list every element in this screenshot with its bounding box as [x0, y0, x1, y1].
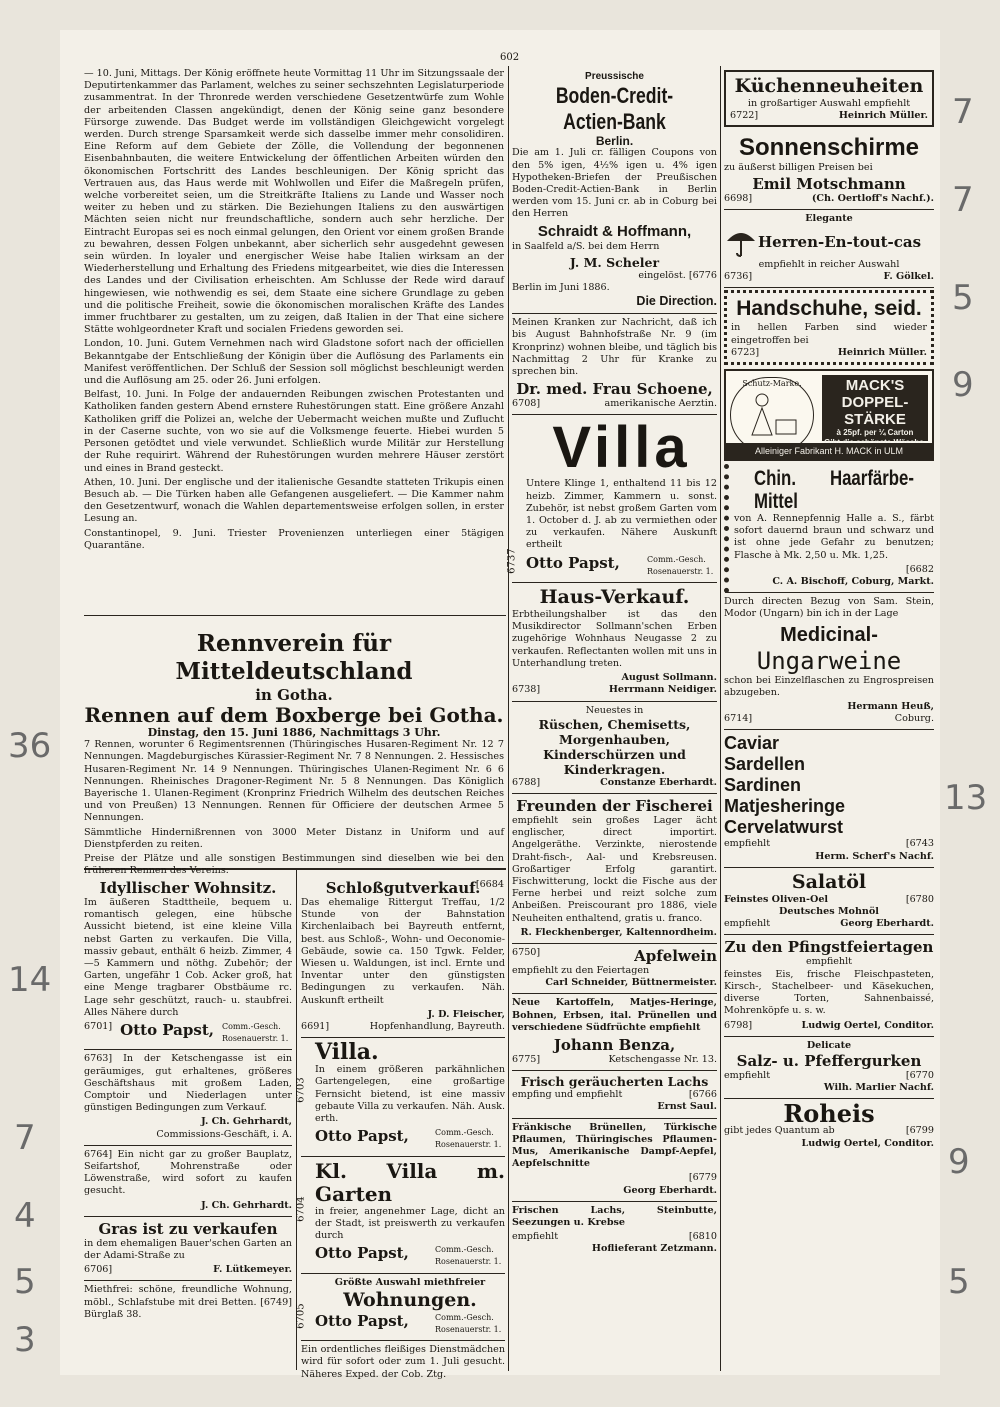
ad-signature: J. Ch. Gehrhardt.	[201, 1199, 292, 1211]
ad-line: Cervelatwurst	[724, 817, 844, 838]
ad-body: Neue Kartoffeln, Matjes-Heringe, Bohnen, Erbsen, ital. Prünellen und verschiedene Südfrüchte empfiehlt	[512, 997, 717, 1033]
ad-body: von A. Rennepfennig Halle a. S., färbt sofort dauernd braun und schwarz und ist ohne jede Gefahr zu benutzen; Flasche à Mk. 2,50 u. Mk. 1,25.	[734, 513, 934, 561]
ad-signature: Ludwig Oertel, Conditor.	[801, 1137, 934, 1149]
pencil-mark: 4	[14, 1196, 36, 1236]
ad-body: 7 Rennen, worunter 6 Regimentsrennen (Thüringisches Husaren-Regiment Nr. 12 7 Nennungen. Magdeburgisches Kürassier-Regiment Nr. 7 8 Nennungen. 2. Hessisches Husaren-Regiment Nr. 14 9 Nennungen. Thüringisches Ulanen-Regiment Nr. 6 6 Nennungen. Rheinisches Dragoner-Regiment Nr. 5 8 Nennungen. Das Königlich Bayerische 1. Ulanen-Regiment (Kronprinz Friedrich Wilhelm des deutschen Reiches und von Preußen) 13 Nennungen. Rennen für Officiere der deutschen Armee 5 Nennungen.	[84, 739, 504, 824]
ad-signature-row	[724, 838, 934, 850]
ad-sub: (Ch. Oertloff's Nachf.).	[811, 192, 934, 204]
firm-sub: Comm.-Gesch. Rosenauerstr. 1.	[221, 1022, 289, 1044]
ad-body-row	[724, 1070, 934, 1082]
wohnungen-ad	[295, 1274, 505, 1342]
ad-title: Küchenneuheiten	[734, 75, 924, 97]
firm-name: Schraidt & Hoffmann,	[537, 222, 692, 240]
firm-sub: Comm.-Gesch. Rosenauerstr. 1.	[435, 1245, 502, 1267]
ad-signature: Herrmann Neidiger.	[608, 684, 717, 696]
mack-line: STÄRKE	[844, 411, 906, 429]
gurken-ad	[724, 1037, 934, 1100]
column-rule	[296, 870, 297, 1370]
ad-signature-row	[315, 1127, 505, 1151]
ad-ref: [6770	[905, 1069, 934, 1081]
ad-ref: 6708]	[512, 398, 541, 410]
ad-city: Berlin.	[595, 134, 634, 149]
ad-body: empfiehlt zu den Feiertagen	[512, 964, 650, 976]
sonnenschirme-ad	[724, 131, 934, 209]
ad-body: empfiehlt in reicher Auswahl	[758, 259, 900, 271]
ad-body: empfing und empfiehlt	[512, 1089, 623, 1101]
ad-title: Rüschen, Chemisetts, Morgenhauben, Kinderschürzen und Kinderkragen.	[538, 716, 691, 777]
ad-signature-row	[512, 1231, 717, 1243]
ad-signature: F. Lütkemeyer.	[213, 1264, 292, 1276]
ad-ref: 6738]	[512, 684, 541, 696]
ad-ref: 6788]	[512, 776, 541, 788]
idyll-ad	[84, 876, 292, 1050]
pencil-mark: 5	[948, 1262, 970, 1302]
page-number: 602	[500, 52, 520, 63]
ad-signature: Johann Benza,	[553, 1035, 676, 1054]
ad-body-row	[724, 1125, 934, 1137]
ad-signature-row	[724, 271, 934, 283]
ad-signature-sub: Hopfenhandlung, Bayreuth.	[369, 1021, 505, 1033]
fischerei-ad	[512, 794, 717, 944]
ad-body: In einem größeren parkähnlichen Gartengelegen, eine großartige Fernsicht bietend, ist eine massiv gebaute Villa zu verkaufen. Näh. Ausk. erth.	[315, 1064, 505, 1125]
col4-ads	[724, 68, 934, 1371]
ad-line-row	[724, 894, 934, 906]
ad-title: Villa.	[315, 1039, 379, 1066]
ad-title: Ungarweine	[756, 646, 902, 675]
pencil-mark: 7	[952, 180, 974, 220]
ad-body: Erbtheilungshalber ist das den Musikdirector Sollmann'schen Erben zugehörige Wohnhaus Neugasse 2 zu verkaufen. Reflectanten wollen mit uns in Unterhandlung treten.	[512, 609, 717, 669]
ad-title: Schloßgutverkauf.	[325, 879, 481, 897]
firm-name: Otto Papst,	[315, 1244, 409, 1263]
kranke-ad	[512, 314, 717, 415]
ad-title: Sonnenschirme	[738, 134, 920, 162]
ad-pre: empfiehlt	[512, 1231, 559, 1243]
lachs-ad	[512, 1071, 717, 1118]
ad-body: Die am 1. Juli cr. fälligen Coupons von den 5% igen, 4½% igen u. 4% igen Hypotheken-Briefen der Preußischen Boden-Credit-Actien-Bank in Berlin werden vom 15. Juni cr. ab in Coburg bei den Herren	[512, 147, 717, 220]
mack-line: MACK'S	[845, 377, 905, 395]
ad-signature-row	[512, 777, 717, 789]
ad-title: Zu den Pfingstfeiertagen	[724, 938, 934, 957]
ad-pre: Preussische	[585, 71, 644, 82]
schloss-ad	[301, 876, 505, 1038]
ad-ref: 6775]	[512, 1053, 541, 1065]
ad-pre: empfiehlt	[724, 918, 771, 930]
trademark-emblem	[730, 377, 814, 453]
pencil-mark: 7	[14, 1118, 36, 1158]
ad-ref: [6684	[475, 879, 504, 891]
ad-title: Kl. Villa m. Garten	[315, 1158, 505, 1206]
column-rule	[508, 66, 509, 1371]
ad-body: gibt jedes Quantum ab	[724, 1125, 835, 1137]
ad-ref: [6766	[688, 1089, 717, 1101]
ad-ref: eingelöst. [6776	[638, 269, 717, 281]
ad-signature: August Sollmann.	[621, 672, 717, 684]
ad-ref: [6743	[905, 838, 934, 850]
pencil-mark: 5	[952, 278, 974, 318]
pencil-mark: 9	[952, 365, 974, 405]
ad-ref: 6703	[295, 1077, 307, 1104]
ad-title: Freunden der Fischerei	[516, 796, 713, 815]
salatoel-ad	[724, 868, 934, 936]
ad-signature-row	[301, 1021, 505, 1033]
ad-title: Salatöl	[791, 870, 867, 893]
ad-signature: Georg Eberhardt.	[840, 918, 934, 930]
ad-title: Rennverein für Mitteldeutschland	[175, 630, 413, 685]
ad-ref: 6737	[506, 548, 518, 575]
ad-ref: [6779	[688, 1172, 717, 1184]
ad-signature-sub: Commissions-Geschäft, i. A.	[156, 1128, 292, 1140]
section-rule	[84, 615, 506, 616]
ad-title: Apfelwein	[634, 946, 717, 965]
pencil-mark: 7	[952, 92, 974, 132]
gras-ad	[84, 1217, 292, 1282]
umbrella-icon	[724, 225, 758, 259]
ad-title: Chin. Haarfärbe-Mittel	[754, 467, 914, 514]
mack-footer: Alleiniger Fabrikant H. MACK in ULM	[726, 443, 932, 459]
ad-body: Untere Klinge 1, enthaltend 11 bis 12 heizb. Zimmer, Kammern u. sonst. Zubehör, ist nebst großem Garten vom 1. October d. J. ab zu vermiethen oder zu verkaufen. Nähere Auskunft ertheilt	[526, 478, 717, 551]
ad-body: Sämmtliche Hindernißrennen von 3000 Meter Distanz in Uniform und auf Dienstpferden zu reiten.	[84, 826, 504, 850]
ad-sub: Coburg.	[894, 713, 934, 725]
ad-signature: Carl Schneider, Büttnermeister.	[545, 977, 717, 989]
ketsch-ad	[84, 1050, 292, 1145]
ad-subtitle: Rennen auf dem Boxberge bei Gotha.	[84, 703, 504, 727]
mack-staerke-ad	[724, 369, 934, 461]
col1-ads	[84, 876, 292, 1371]
ad-title-row	[512, 947, 717, 965]
ad-signature-row	[724, 193, 934, 205]
ad-ref: 6750]	[512, 946, 541, 958]
ad-signature-row	[731, 347, 927, 359]
pencil-mark: 5	[14, 1262, 36, 1302]
ad-signature: Ernst Saul.	[657, 1101, 717, 1113]
ad-pre: Delicate	[806, 1039, 852, 1051]
pencil-mark: 14	[8, 960, 52, 1000]
ad-ref: 6723]	[731, 346, 760, 358]
pencil-mark: 13	[944, 778, 988, 818]
ad-ref: [6810	[688, 1231, 717, 1243]
ad-signature-row	[724, 1020, 934, 1032]
ad-signature: Heinrich Müller.	[837, 346, 927, 358]
col3-ads	[506, 68, 717, 1371]
ad-title: Gras ist zu verkaufen	[98, 1219, 278, 1238]
ad-signature: C. A. Bischoff, Coburg, Markt.	[772, 576, 934, 588]
ad-title: Haus-Verkauf.	[539, 586, 690, 609]
herren-ad	[724, 210, 934, 289]
handschuhe-ad	[724, 290, 934, 365]
firm-name: Otto Papst,	[315, 1127, 409, 1146]
ad-body: in großartiger Auswahl empfiehlt	[747, 98, 911, 109]
ad-title: Idyllischer Wohnsitz.	[99, 879, 277, 897]
ad-title: Medicinal-	[780, 623, 878, 646]
ad-signature: Wilh. Marlier Nachf.	[823, 1082, 934, 1094]
ad-line: Caviar	[724, 733, 780, 754]
mack-panel	[822, 375, 928, 441]
caviar-ad	[724, 730, 934, 867]
pfingst-ad	[724, 935, 934, 1036]
ad-signature: F. Gölkel.	[883, 271, 934, 283]
ad-pre: Größte Auswahl miethfreier	[334, 1276, 486, 1288]
ad-title: Herren-En-tout-cas	[758, 233, 922, 252]
firm-name: J. M. Scheler	[569, 254, 660, 270]
ad-body: Das ehemalige Rittergut Treffau, 1/2 Stunde von der Bahnstation Kirchenlaibach bei Bayreuth entfernt, best. aus Schloß-, Wohn- und Oeconomie-Gebäude, sowie ca. 150 Tgwk. Felder, Wiesen u. Waldungen, ist incl. Ernte und Inventar unter den günstigsten Bedingungen zu verkaufen. Näh. Auskunft ertheilt	[301, 897, 505, 1006]
newspaper-page	[60, 30, 940, 1380]
mack-line: DOPPEL-	[841, 394, 909, 412]
ad-ref: 6706]	[84, 1264, 113, 1276]
firm-name: Otto Papst,	[315, 1311, 409, 1330]
ad-signature-row	[315, 1244, 505, 1268]
ad-signature-row	[512, 1054, 717, 1066]
villa-klinge-ad	[506, 415, 717, 583]
firm-sub: Comm.-Gesch. Rosenauerstr. 1.	[435, 1128, 502, 1150]
ad-ref: [6799	[905, 1125, 934, 1137]
ad-signature-row	[526, 554, 717, 578]
apfelwein-ad	[512, 944, 717, 994]
kl-villa-ad	[295, 1157, 505, 1274]
ad-pre: Durch directen Bezug von Sam. Stein, Modor (Ungarn) bin ich in der Lage	[724, 596, 934, 620]
ad-body: in Saalfeld a/S. bei dem Herrn	[512, 240, 660, 252]
ad-signature: Constanze Eberhardt.	[600, 776, 717, 788]
ad-signature: J. D. Fleischer,	[427, 1008, 505, 1020]
ad-date: Berlin im Juni 1886.	[512, 282, 610, 294]
news-paragraph: — 10. Juni, Mittags. Der König eröffnete heute Vormittag 11 Uhr im Sitzungssaale der Deputirtenkammer das Parlament, welches zu seiner sechszehnten Legislaturperiode zusammentrat. In der Thronrede werden verschiedene Gesetzentwürfe zum Wohle der arbeitenden Classen angekündigt, denen der König seine ganz besondere Fürsorge zuwende. Das Budget werde im vollständigen Gleichgewicht vorgelegt werden. Durch strenge Sparsamkeit werde sich dasselbe immer mehr consolidiren. Eine Reform auf dem Gebiete der Zölle, die Vollendung der begonnenen Eisenbahnbauten, die weitere Entwickelung der öffentlichen Arbeiten würden den ökonomischen Fortschritt des Landes beschleunigen. Der König spricht das Vertrauen aus, das Haus werde mit Wohlwollen und Eifer die Maßregeln prüfen, welche vorbereitet seien, um die Streitkräfte Italiens zu Lande und Wasser noch weiter zu heben und zu stärken. Die Beziehungen Italiens zu den auswärtigen Mächten seien nicht nur freundschaftliche, sondern auch sehr herzliche. Der Eintracht Europas sei es noch einmal gelungen, den Orient vor einem großen Brande zu bewahren, dessen Folgen unbekannt, aber sicherlich sehr ausgedehnt gewesen sein würden. In loyaler und energischer Weise habe Italien wirksam an der Wiederherstellung und Erhaltung des Friedens mitgearbeitet, wie dies die Interessen des Landes und der Civilisation erheischten. Am Schlusse der Rede wird darauf hingewiesen, wie nothwendig es sei, dem Staate eine sichere Grundlage zu geben und die politische Freiheit, sowie die ökonomischen moralischen Kräfte des Landes immer fruchtbarer zu gestalten, um zu zeigen, daß Italien in der That eine sichere Stätte wohlgeordneter Kraft und socialen Friedens geworden sei.	[84, 68, 504, 336]
ad-title: Roheis	[783, 1099, 875, 1129]
ad-pre: empfiehlt	[724, 838, 771, 850]
ad-ref: 6722]	[730, 110, 759, 122]
ad-ref: 6704	[295, 1196, 307, 1222]
ad-title: Handschuhe, seid.	[736, 297, 922, 321]
ad-place: in Gotha.	[255, 686, 333, 704]
haarfarbe-ad	[724, 464, 934, 593]
ad-pre: empfiehlt	[805, 956, 853, 968]
ad-body: Frischen Lachs, Steinbutte, Seezungen u. Krebse	[512, 1204, 717, 1228]
ad-signature-row	[724, 713, 934, 725]
news-paragraph: Athen, 10. Juni. Der englische und der italienische Gesandte statteten Trikupis einen Besuch ab. — Die Türken haben alle Gefangenen ausgeliefert. — Die Kammer nahm den Gesetzentwurf, wonach die Wahlen departementsweise erfolgen sollen, in erster Lesung an.	[84, 476, 504, 525]
ad-signature-row	[512, 398, 717, 410]
ad-signature: R. Fleckhenberger, Kaltennordheim.	[520, 926, 717, 938]
fraenkische-ad	[512, 1119, 717, 1202]
ad-signature: Emil Motschmann	[752, 174, 906, 193]
col2-ads	[295, 876, 505, 1380]
miethfrei-ad: Miethfrei: schöne, freundliche Wohnung, möbl., Schlafstube mit drei Betten. [6749] Bürglaß 38.	[84, 1284, 292, 1320]
ad-body: 6764] Ein nicht gar zu großer Bauplatz, Seifartshof, Mohrenstraße oder Löwenstraße, wird sofort zu kaufen gesucht.	[84, 1148, 292, 1197]
ad-line: Sardellen	[724, 754, 806, 775]
bauplatz-ad	[84, 1146, 292, 1217]
ad-ref: 6691]	[301, 1021, 330, 1033]
trademark-label: Schutz-Marke.	[742, 379, 802, 389]
ad-signature: Heinrich Müller.	[838, 110, 928, 122]
ad-body: empfiehlt sein großes Lager ächt englischer, direct importirt. Angelgeräthe. Verzinkte, nierostende Draht-fisch-, Aal- und Krebsreusen. Großartiger Erfolg garantirt. Fischwitterung, lockt die Fische aus der Ferne herbei und reizt solche zum Anbeißen. Preiscourant pro 1886, viele Neuheiten enthaltend, gratis u. franco.	[512, 814, 717, 924]
pencil-mark: 9	[948, 1142, 970, 1182]
bank-ad	[512, 68, 717, 314]
roheis-ad	[724, 1099, 934, 1153]
ad-body: Im äußeren Stadttheile, bequem u. romantisch gelegen, eine hübsche Aussicht bietend, ist eine kleine Villa nebst Garten zu verkaufen. Die Villa, massiv gebaut, enthält 6 heizb. Zimmer, 4—5 Kammern und nöthg. Zubehör; der Garten, ungefähr 1 Cob. Acker groß, hat eine Menge tragbarer Obstbäume rc. Lage sehr geschützt, rauch- u. staubfrei. Alles Nähere durch	[84, 897, 292, 1018]
ad-date: Dinstag, den 15. Juni 1886, Nachmittags 3 Uhr.	[147, 726, 441, 739]
ad-title: Frisch geräucherten Lachs	[520, 1074, 709, 1090]
ad-signature: Die Direction.	[636, 294, 717, 309]
ad-title-row	[724, 225, 934, 259]
ad-body: 6763] In der Ketschengasse ist ein geräumiges, gut erhaltenes, größeres Geschäftshaus mit großem Laden, Comptoir und Niederlagen unter günstigen Bedingungen zum Verkauf.	[84, 1053, 292, 1114]
ad-body: zu äußerst billigen Preisen bei	[724, 162, 873, 174]
ad-signature: J. Ch. Gehrhardt,	[201, 1116, 292, 1128]
ad-body: Fränkische Brünellen, Türkische Pflaumen, Thüringisches Pflaumen-Mus, Amerikanische Dampf-Aepfel, Aepfelschnitte	[512, 1121, 717, 1170]
ad-body: schon bei Einzelflaschen zu Engrospreisen abzugeben.	[724, 674, 934, 698]
news-paragraph: London, 10. Juni. Gutem Vernehmen nach wird Gladstone sofort nach der officiellen Bekanntgabe der Entschließung der Königin über die Auflösung des Parlaments ein Manifest veröffentlichen. Der Schluß der Session soll möglichst beschleunigt werden und die Auflösung am 25. oder 26. Juni erfolgen.	[84, 338, 504, 387]
ad-signature: Hoflieferant Zetzmann.	[591, 1243, 717, 1255]
firm-sub: Comm.-Gesch. Rosenauerstr. 1.	[647, 554, 714, 576]
news-paragraph: Belfast, 10. Juni. In Folge der andauernden Reibungen zwischen Protestanten und Katholiken fanden gestern Abend ernstere Ruhestörungen statt. Eine größere Anzahl Katholiken griff die Polizei an, welche der Uebermacht weichen mußte und Zuflucht in der Caserne suchte, von wo sie auf die Volksmenge feuerte. Hiebei wurden 5 Personen getödtet und viele verwundet. Schließlich wurde Militär zur Herstellung der Ruhe requirirt. Während der Ruhestörungen wurden mehrere Häuser zerstört und eines in Brand gesteckt.	[84, 389, 504, 474]
ad-name: Dr. med. Frau Schoene,	[516, 380, 713, 399]
ad-ref: [6682	[905, 563, 934, 575]
ad-body: feinstes Eis, frische Fleischpasteten, Kirsch-, Stachelbeer- und Käsekuchen, diverse Torten, Sahnenbaissé, Mohrenköpfe u. s. w.	[724, 968, 934, 1017]
firm-name: Otto Papst,	[526, 553, 620, 572]
kuechen-ad	[724, 70, 934, 127]
ad-body: Meinen Kranken zur Nachricht, daß ich bis August Bahnhofstraße Nr. 9 (im Kronprinz) wohnen bleibe, und täglich bis Nachmittag 2 Uhr für Kranke zu sprechen bin.	[512, 317, 717, 378]
ad-line: Sardinen	[724, 775, 802, 796]
ad-pre: Neuestes in	[585, 704, 644, 716]
ad-ref: 6798]	[724, 1019, 753, 1031]
ad-sub: Ketschengasse Nr. 13.	[608, 1053, 717, 1065]
ad-signature-row	[512, 684, 717, 696]
ad-ref: 6736]	[724, 271, 753, 283]
ungarweine-ad	[724, 593, 934, 730]
ad-signature: Ludwig Oertel, Conditor.	[801, 1019, 934, 1031]
ad-body: in hellen Farben sind wieder eingetroffen bei	[731, 322, 927, 346]
ad-ref: 6705	[295, 1303, 307, 1329]
ad-title: Villa	[552, 415, 691, 481]
ad-body: in freier, angenehmer Lage, dicht an der Stadt, ist preiswerth zu verkaufen durch	[315, 1205, 505, 1242]
news-paragraph: Constantinopel, 9. Juni. Triester Provenienzen unterliegen einer 5tägigen Quarantäne.	[84, 527, 504, 551]
ad-line: Feinstes Oliven-Oel	[724, 893, 829, 905]
ad-ref: 6701]	[84, 1021, 113, 1033]
ad-body: empfiehlt	[724, 1069, 771, 1081]
firm-name: Otto Papst,	[120, 1021, 214, 1040]
ad-line: Matjesheringe	[724, 796, 846, 817]
neues-ad	[512, 702, 717, 794]
ad-body-row	[512, 1089, 717, 1101]
ad-ref: 6714]	[724, 713, 753, 725]
ad-body: Preise der Plätze und alle sonstigen Bestimmungen sind dieselben wie bei den früheren Rennen des Vereins.	[84, 853, 504, 877]
frisch-lachs-ad	[512, 1202, 717, 1260]
pencil-mark: 36	[8, 726, 52, 766]
mack-price: à 25pf. per ¼ Carton	[836, 428, 914, 438]
ad-signature: Herm. Scherf's Nachf.	[815, 850, 934, 862]
column-rule	[720, 66, 721, 1371]
firm-sub: Comm.-Gesch. Rosenauerstr. 1.	[435, 1312, 502, 1335]
ad-sub: amerikanische Aerztin.	[604, 398, 717, 410]
pencil-mark: 3	[14, 1320, 36, 1360]
ad-signature-row	[724, 918, 934, 930]
ad-signature-row	[84, 1264, 292, 1276]
ad-title: Wohnungen.	[343, 1288, 477, 1311]
kartoffeln-ad	[512, 994, 717, 1071]
ad-body: in dem ehemaligen Bauer'schen Garten an der Adami-Straße zu	[84, 1237, 292, 1262]
ad-title: Salz- u. Pfeffergurken	[736, 1051, 922, 1070]
ad-signature-row	[84, 1021, 292, 1045]
ad-signature: Georg Eberhardt.	[623, 1184, 717, 1196]
villa-ad	[295, 1038, 505, 1156]
ad-pre: Elegante	[805, 212, 853, 224]
dienst-ad: Ein ordentliches fleißiges Dienstmädchen wird für sofort oder zum 1. Juli gesucht. Näheres Exped. der Cob. Ztg.	[301, 1344, 505, 1380]
news-column	[84, 68, 504, 613]
haus-ad	[512, 583, 717, 701]
laundress-icon	[742, 390, 802, 440]
ad-signature-row	[315, 1312, 505, 1336]
ad-ref: [6780	[905, 893, 934, 905]
ad-ref: 6698]	[724, 192, 753, 204]
ad-signature: Hermann Heuß,	[847, 701, 934, 713]
ad-line: Deutsches Mohnöl	[779, 906, 879, 918]
ad-title: Boden-Credit-Actien-Bank	[555, 83, 674, 135]
ad-signature-row	[730, 110, 928, 122]
